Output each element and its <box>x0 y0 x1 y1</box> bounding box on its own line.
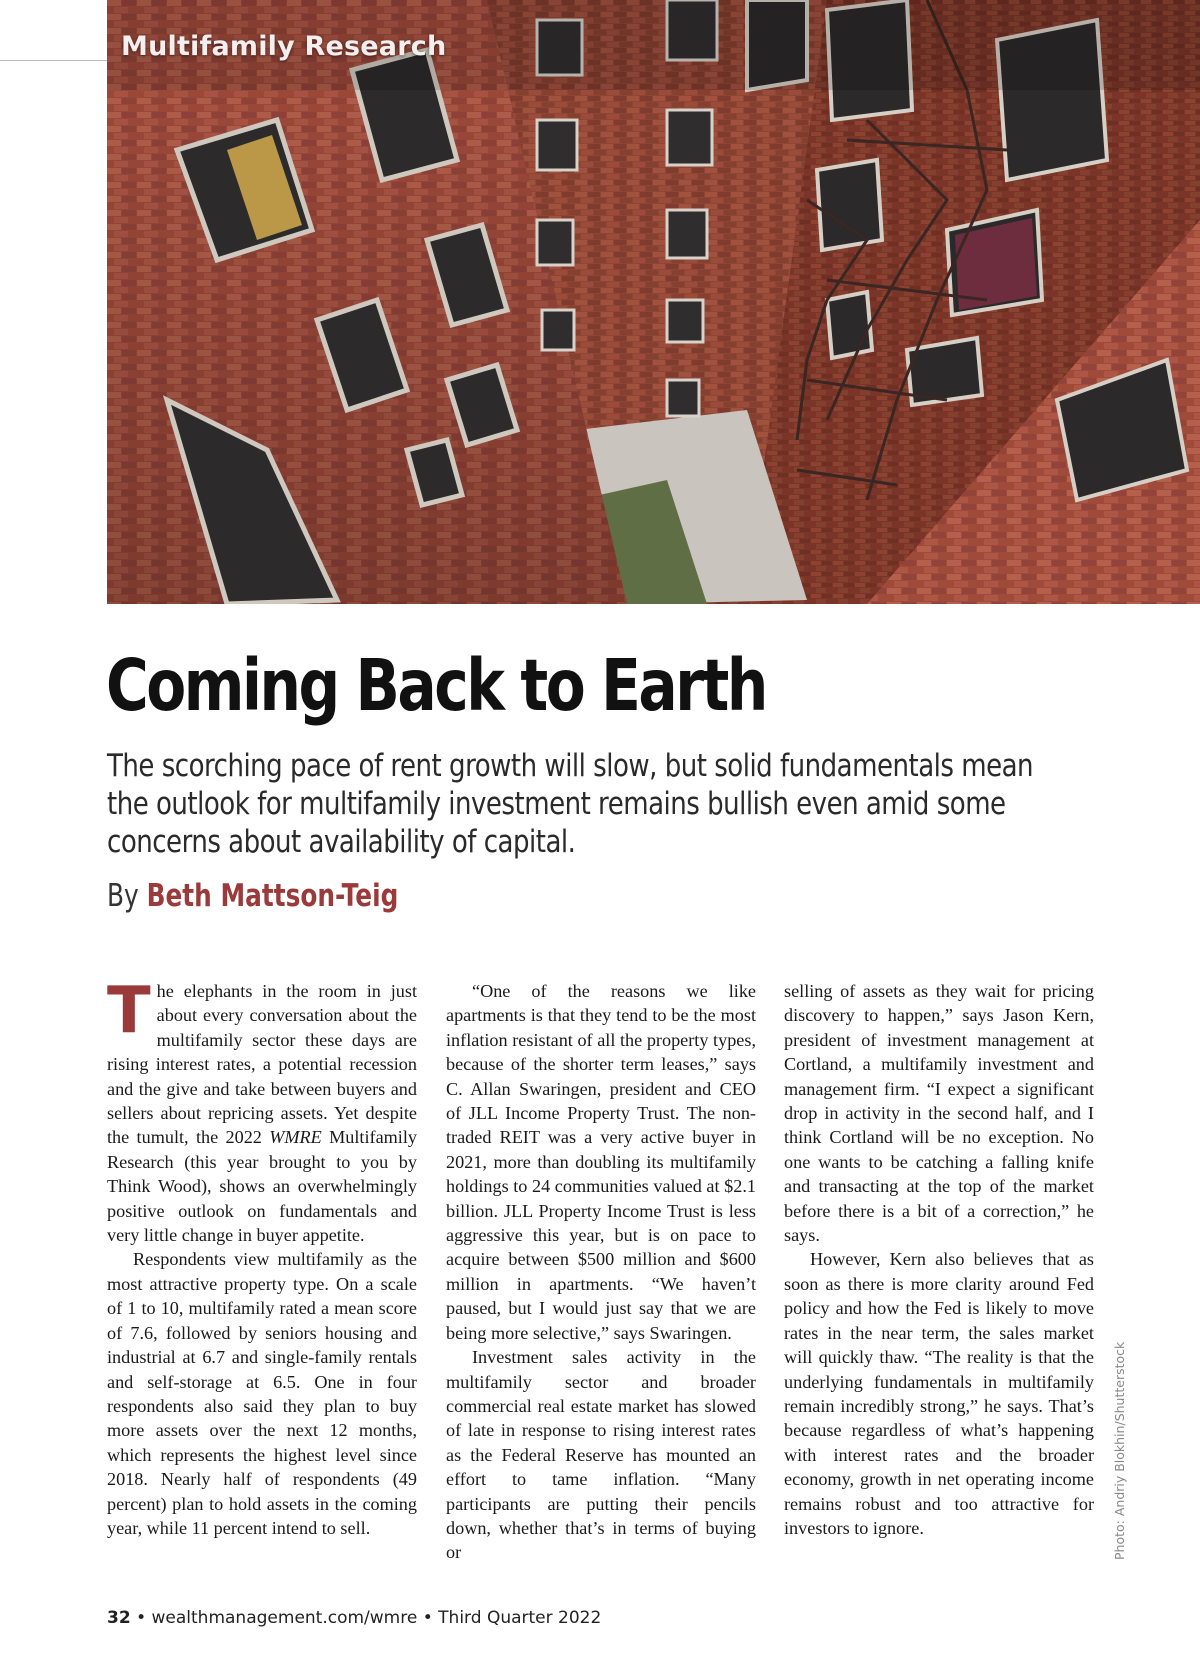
body-column-2 <box>446 979 756 1565</box>
section-label: Multifamily Research <box>121 31 447 62</box>
drop-cap: T <box>107 974 151 1048</box>
page-footer <box>107 1608 601 1628</box>
byline-author: Beth Mattson-Teig <box>146 878 399 914</box>
footer-separator-2: • <box>422 1608 433 1628</box>
col1-paragraph-2: Respondents view multifamily as the most attractive property type. On a scale of 1 to 10, multifamily rated a mean score of 7.6, followed by seniors housing and industrial at 6.7 and single-family rentals and self-storage at 6.5. One in four respondents also said they plan to buy more assets over the next 12 months, which represents the highest level since 2018. Nearly half of respondents (49 percent) plan to hold assets in the coming year, while 11 percent intend to sell. <box>107 1249 417 1538</box>
col2-paragraph-2: Investment sales activity in the multifamily sector and broader commercial real estate market has slowed of late in response to rising interest rates as the Federal Reserve has mounted an effort to tame inflation. “Many participants are putting their pencils down, whether that’s in terms of buying or <box>446 1347 756 1563</box>
body-column-3 <box>784 979 1094 1540</box>
footer-site-link[interactable]: wealthmanagement.com/wmre <box>151 1608 418 1628</box>
col2-paragraph-1: “One of the reasons we like apartments is that they tend to be the most inflation resistant of all the property types, because of the shorter term leases,” says C. Allan Swaringen, president and CEO of JLL Income Property Trust. The non-traded REIT was a very active buyer in 2021, more than doubling its multifamily holdings to 24 communities valued at $2.1 billion. JLL Property Income Trust is less aggressive this year, but is on pace to acquire between $500 million and $600 million in apartments. “We haven’t paused, but I would just say that we are being more selective,” says Swaringen. <box>446 981 756 1343</box>
page-number: 32 <box>107 1608 131 1628</box>
footer-separator-1: • <box>136 1608 147 1628</box>
courtyard-photo-illustration <box>107 0 1200 604</box>
photo-credit: Photo: Andriy Blokhin/Shutterstock <box>1112 1341 1127 1560</box>
col1-paragraph-1 <box>107 974 417 1247</box>
headline: Coming Back to Earth <box>106 644 766 727</box>
top-rule <box>0 60 107 61</box>
dek-subtitle: The scorching pace of rent growth will slow, but solid fundamentals mean the outlook for multifamily investment remains bullish even amid some concerns about availability of capital. <box>107 748 1034 860</box>
col1-p1-italic: WMRE <box>269 1127 322 1148</box>
col3-paragraph-2: However, Kern also believes that as soon as there is more clarity around Fed policy and how the Fed is likely to move rates in the near term, the sales market will quickly thaw. “The reality is that the underlying fundamentals in multifamily remain incredibly strong,” he says. That’s because regardless of what’s happening with interest rates and the broader economy, growth in net operating income remains robust and too attractive for investors to ignore. <box>784 1249 1094 1538</box>
byline <box>107 878 398 914</box>
col3-paragraph-1: selling of assets as they wait for pricing discovery to happen,” says Jason Kern, president of investment management at Cortland, a multifamily investment and management firm. “I expect a significant drop in activity in the second half, and I think Cortland will be no exception. No one wants to be catching a falling knife and transacting at the top of the market before there is a bit of a correction,” he says. <box>784 981 1094 1246</box>
col1-p1-tail: Multifamily Research (this year brought to you by Think Wood), shows an overwhelmingly positive outlook on fundamentals and very little change in buyer appetite. <box>107 1127 417 1246</box>
footer-issue: Third Quarter 2022 <box>438 1608 602 1628</box>
body-column-1 <box>107 974 417 1540</box>
byline-prefix: By <box>107 878 139 914</box>
col1-p1-lead: he elephants in the room in just about every conversation about the multifamily sector these days are rising interest rates, a potential recession and the give and take between buyers and sellers about repricing assets. Yet despite the tumult, the 2022 <box>107 981 417 1148</box>
hero-photo <box>107 0 1200 604</box>
